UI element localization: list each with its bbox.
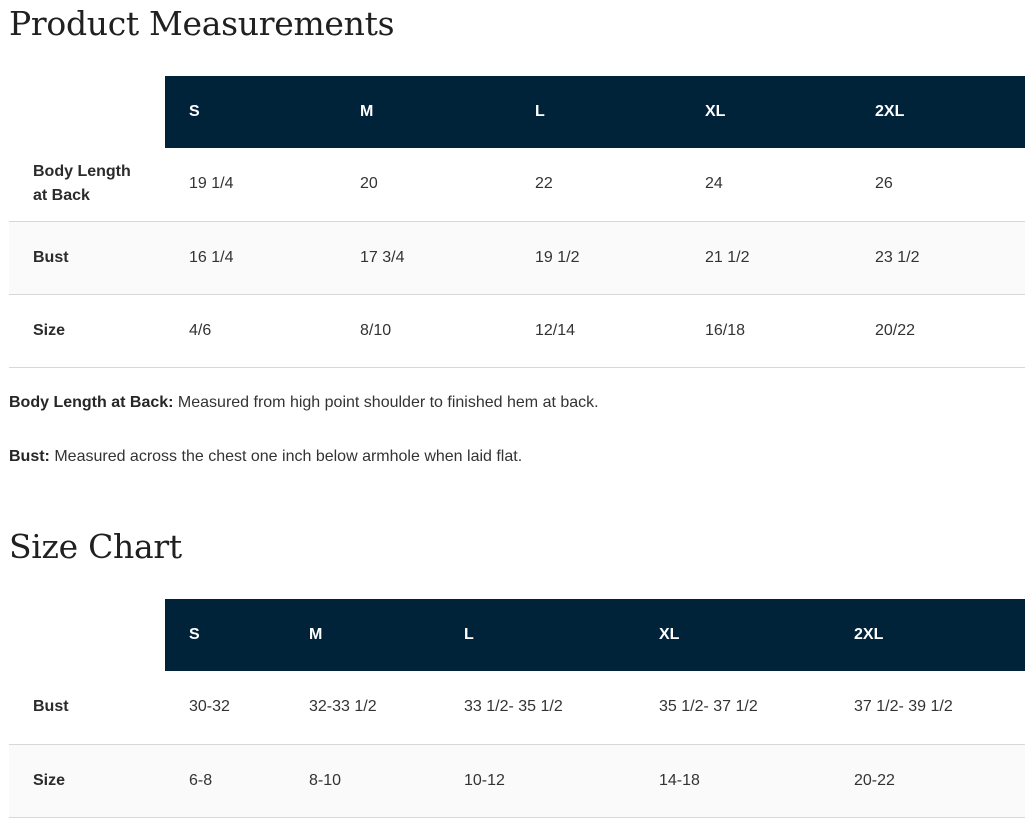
row-label-size: Size — [33, 321, 66, 339]
table-cell: 19 1/4 — [189, 175, 234, 193]
column-header-l: L — [511, 76, 681, 148]
table-header-row — [9, 76, 1025, 148]
size-chart-section — [9, 523, 1025, 827]
row-label-text: Body Length at Back — [33, 163, 131, 205]
table-cell: 17 3/4 — [360, 248, 405, 266]
table-cell: 24 — [705, 175, 723, 193]
table-row — [9, 294, 1025, 367]
note-text: Measured from high point shoulder to finished hem at back. — [173, 394, 599, 411]
column-header-m: M — [336, 76, 511, 148]
note-term: Body Length at Back: — [9, 394, 174, 411]
column-header-xl: XL — [635, 599, 830, 671]
column-header-2xl: 2XL — [830, 599, 1025, 671]
table-cell: 6-8 — [189, 771, 213, 789]
table-cell: 20/22 — [875, 321, 916, 339]
note-bust — [9, 446, 522, 468]
table-cell: 21 1/2 — [705, 248, 750, 266]
note-text: Measured across the chest one inch below armhole when laid flat. — [49, 448, 523, 465]
table-cell: 23 1/2 — [875, 248, 920, 266]
table-row — [9, 671, 1025, 744]
size-chart-table — [9, 599, 1025, 818]
table-cell: 10-12 — [464, 771, 505, 789]
column-header-xl: XL — [681, 76, 851, 148]
column-header-s: S — [165, 599, 285, 671]
table-cell: 16/18 — [705, 321, 746, 339]
table-cell: 30-32 — [189, 698, 230, 716]
product-measurements-title: Product Measurements — [9, 4, 395, 43]
row-label-body-length — [9, 148, 165, 221]
table-row — [9, 744, 1025, 817]
table-row — [9, 148, 1025, 221]
product-measurements-table — [9, 76, 1025, 368]
row-label-size: Size — [33, 771, 66, 789]
column-header-m: M — [285, 599, 440, 671]
note-term: Bust: — [9, 448, 50, 465]
row-label-bust: Bust — [33, 698, 69, 716]
table-cell: 12/14 — [535, 321, 576, 339]
table-cell: 20-22 — [854, 771, 895, 789]
table-cell: 19 1/2 — [535, 248, 580, 266]
header-corner-cell — [9, 599, 165, 671]
table-cell: 8-10 — [309, 771, 342, 789]
table-cell: 33 1/2- 35 1/2 — [464, 698, 563, 716]
table-header-row — [9, 599, 1025, 671]
table-cell: 16 1/4 — [189, 248, 234, 266]
table-cell: 14-18 — [659, 771, 700, 789]
table-cell: 22 — [535, 175, 553, 193]
table-cell: 8/10 — [360, 321, 392, 339]
column-header-l: L — [440, 599, 635, 671]
table-cell: 20 — [360, 175, 378, 193]
table-cell: 4/6 — [189, 321, 212, 339]
table-cell: 37 1/2- 39 1/2 — [854, 698, 953, 716]
column-header-s: S — [165, 76, 336, 148]
size-chart-title: Size Chart — [9, 527, 182, 566]
table-row — [9, 221, 1025, 294]
table-cell: 35 1/2- 37 1/2 — [659, 698, 758, 716]
product-measurements-section — [9, 0, 1025, 480]
table-cell: 26 — [875, 175, 893, 193]
row-label-bust: Bust — [33, 248, 69, 266]
header-corner-cell — [9, 76, 165, 148]
table-cell: 32-33 1/2 — [309, 698, 377, 716]
note-body-length — [9, 392, 599, 414]
column-header-2xl: 2XL — [851, 76, 1025, 148]
